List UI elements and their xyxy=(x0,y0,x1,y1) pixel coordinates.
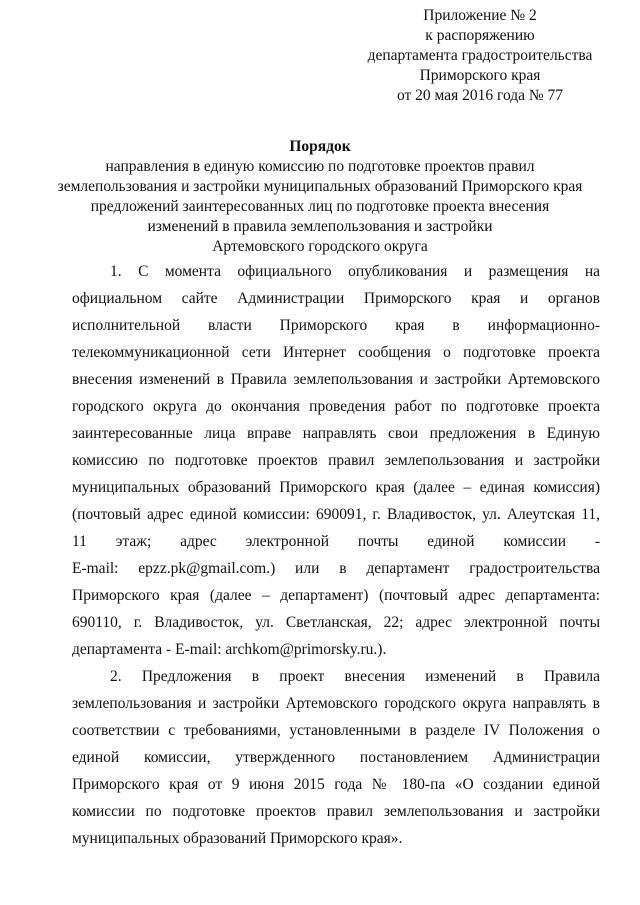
paragraph-line: заинтересованные лица вправе направлять свои предложения в Единую xyxy=(72,425,600,442)
appendix-department: департамента градостроительства xyxy=(367,47,593,64)
paragraph-line: муниципальных образований Приморского края (далее – единая комиссия) xyxy=(72,479,600,496)
paragraph-line: официальном сайте Администрации Приморского края и органов xyxy=(72,290,600,307)
appendix-date: от 20 мая 2016 года № 77 xyxy=(396,87,564,104)
title-subline: изменений в правила землепользования и застройки xyxy=(147,218,493,235)
paragraph-line: Приморского края (далее – департамент) (почтовый адрес департамента: xyxy=(72,587,600,604)
title-subline: направления в единую комиссию по подготовке проектов правил xyxy=(105,158,535,175)
appendix-ref-line: к распоряжению xyxy=(425,27,535,44)
document-title-block xyxy=(30,137,610,257)
paragraph-line: 2. Предложения в проект внесения изменений в Правила xyxy=(110,668,600,685)
document-title: Порядок xyxy=(289,138,351,155)
appendix-region: Приморского края xyxy=(419,67,541,84)
paragraph-1 xyxy=(72,258,600,663)
title-subline: землепользования и застройки муниципальных образований Приморского края xyxy=(57,178,583,195)
appendix-number: Приложение № 2 xyxy=(423,7,537,24)
paragraph-line: (почтовый адрес единой комиссии: 690091, г. Владивосток, ул. Алеутская 11, xyxy=(72,506,600,523)
paragraph-line: телекоммуникационной сети Интернет сообщения о подготовке проекта xyxy=(72,344,600,361)
paragraph-line: комиссии по подготовке проектов правил землепользования и застройки xyxy=(72,803,600,820)
title-subline: предложений заинтересованных лиц по подготовке проекта внесения xyxy=(90,198,550,215)
paragraph-line: соответствии с требованиями, установленными в разделе IV Положения о xyxy=(72,722,600,739)
paragraph-line: E-mail: epzz.pk@gmail.com.) или в департамент градостроительства xyxy=(72,560,600,577)
paragraph-line: муниципальных образований Приморского края». xyxy=(72,830,403,847)
paragraph-line: исполнительной власти Приморского края в информационно- xyxy=(72,317,600,334)
paragraph-line: комиссию по подготовке проектов правил землепользования и застройки xyxy=(72,452,600,469)
paragraph-line: городского округа до окончания проведения работ по подготовке проекта xyxy=(72,398,600,415)
paragraph-line: внесения изменений в Правила землепользования и застройки Артемовского xyxy=(72,371,600,388)
appendix-header xyxy=(330,6,630,106)
title-subline: Артемовского городского округа xyxy=(212,238,428,255)
paragraph-line: землепользования и застройки Артемовского городского округа направлять в xyxy=(72,695,600,712)
paragraph-line: 1. С момента официального опубликования и размещения на xyxy=(110,263,600,280)
paragraph-line: 690110, г. Владивосток, ул. Светланская, 22; адрес электронной почты xyxy=(72,614,600,631)
paragraph-line: Приморского края от 9 июня 2015 года № 180-па «О создании единой xyxy=(72,776,600,793)
paragraph-2 xyxy=(72,663,600,852)
paragraph-line: департамента - E-mail: archkom@primorsky.ru.). xyxy=(72,641,387,658)
paragraph-line: 11 этаж; адрес электронной почты единой комиссии - xyxy=(72,533,600,550)
paragraph-line: единой комиссии, утвержденного постановлением Администрации xyxy=(72,749,600,766)
